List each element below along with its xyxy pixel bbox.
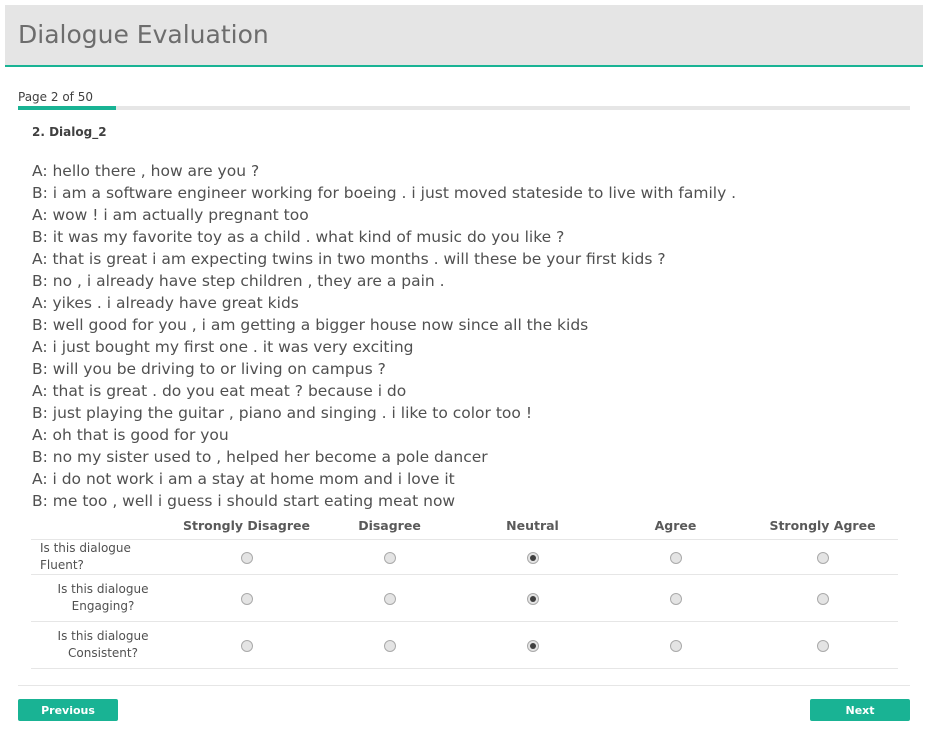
- progress-bar-fill: [18, 106, 116, 110]
- matrix-row-fluent: [31, 540, 898, 575]
- radio-cell: [461, 540, 604, 575]
- dialogue-line: B: me too , well i guess i should start eating meat now: [32, 492, 456, 510]
- column-header-disagree: Disagree: [358, 518, 421, 533]
- radio-cell: [747, 622, 898, 669]
- dialogue-line: A: oh that is good for you: [32, 426, 229, 444]
- dialogue-line: A: wow ! i am actually pregnant too: [32, 206, 309, 224]
- column-header-strongly-agree: Strongly Agree: [769, 518, 876, 533]
- radio-strongly-agree[interactable]: [817, 593, 829, 605]
- dialogue-line: B: no , i already have step children , they are a pain .: [32, 272, 445, 290]
- dialogue-line: A: that is great . do you eat meat ? because i do: [32, 382, 407, 400]
- dialogue-line: B: well good for you , i am getting a bigger house now since all the kids: [32, 316, 589, 334]
- survey-title: Dialogue Evaluation: [18, 20, 269, 49]
- survey-header: [5, 5, 923, 67]
- dialogue-line: A: yikes . i already have great kids: [32, 294, 299, 312]
- radio-cell: [318, 540, 461, 575]
- radio-cell: [175, 540, 318, 575]
- dialogue-line: B: i am a software engineer working for boeing . i just moved stateside to live with family .: [32, 184, 737, 202]
- progress-bar: [18, 106, 910, 110]
- radio-cell: [604, 540, 747, 575]
- radio-strongly-disagree[interactable]: [241, 593, 253, 605]
- dialogue-line: A: hello there , how are you ?: [32, 162, 260, 180]
- dialogue-line: B: no my sister used to , helped her become a pole dancer: [32, 448, 488, 466]
- radio-strongly-agree[interactable]: [817, 552, 829, 564]
- radio-disagree[interactable]: [384, 552, 396, 564]
- radio-cell: [175, 575, 318, 622]
- progress-text: Page 2 of 50: [18, 90, 93, 104]
- question-title: 2. Dialog_2: [32, 125, 107, 139]
- radio-disagree[interactable]: [384, 593, 396, 605]
- matrix-row-consistent: [31, 622, 898, 669]
- radio-strongly-agree[interactable]: [817, 640, 829, 652]
- radio-agree[interactable]: [670, 593, 682, 605]
- footer-divider: [18, 685, 910, 686]
- radio-cell: [175, 622, 318, 669]
- dialogue-line: A: i do not work i am a stay at home mom and i love it: [32, 470, 455, 488]
- radio-cell: [461, 622, 604, 669]
- dialogue-line: B: will you be driving to or living on campus ?: [32, 360, 386, 378]
- radio-agree[interactable]: [670, 640, 682, 652]
- radio-cell: [604, 622, 747, 669]
- radio-strongly-disagree[interactable]: [241, 552, 253, 564]
- matrix-row-engaging: [31, 575, 898, 622]
- radio-cell: [318, 575, 461, 622]
- dialogue-line: B: it was my favorite toy as a child . what kind of music do you like ?: [32, 228, 565, 246]
- radio-cell: [747, 575, 898, 622]
- dialogue-line: A: that is great i am expecting twins in two months . will these be your first kids ?: [32, 250, 666, 268]
- dialogue-line: A: i just bought my first one . it was very exciting: [32, 338, 414, 356]
- column-header-neutral: Neutral: [506, 518, 559, 533]
- radio-cell: [461, 575, 604, 622]
- previous-button[interactable]: Previous: [18, 699, 118, 721]
- column-header-agree: Agree: [654, 518, 697, 533]
- next-button[interactable]: Next: [810, 699, 910, 721]
- rating-matrix: [31, 512, 898, 669]
- radio-neutral[interactable]: [527, 593, 539, 605]
- matrix-corner: [31, 512, 175, 540]
- dialogue-line: B: just playing the guitar , piano and singing . i like to color too !: [32, 404, 533, 422]
- radio-cell: [604, 575, 747, 622]
- radio-cell: [318, 622, 461, 669]
- matrix-header-row: [31, 512, 898, 540]
- radio-neutral[interactable]: [527, 552, 539, 564]
- radio-neutral[interactable]: [527, 640, 539, 652]
- row-label: Is this dialogue Fluent?: [31, 540, 175, 575]
- row-label: Is this dialogue Engaging?: [31, 575, 175, 622]
- column-header-strongly-disagree: Strongly Disagree: [183, 518, 310, 533]
- radio-strongly-disagree[interactable]: [241, 640, 253, 652]
- row-label: Is this dialogue Consistent?: [31, 622, 175, 669]
- radio-agree[interactable]: [670, 552, 682, 564]
- radio-disagree[interactable]: [384, 640, 396, 652]
- dialogue-transcript: [32, 160, 902, 512]
- radio-cell: [747, 540, 898, 575]
